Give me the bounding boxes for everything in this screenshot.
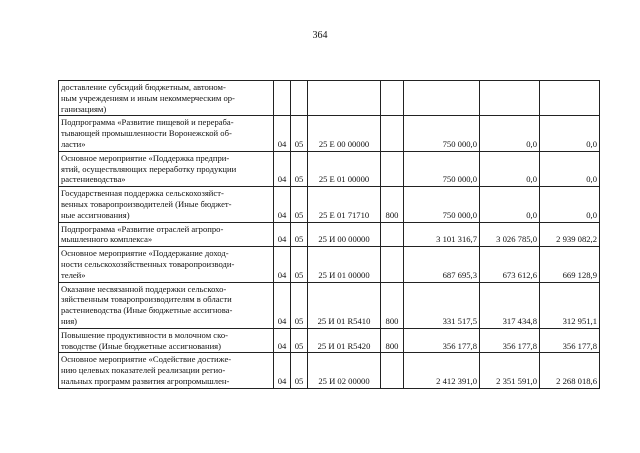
- expense-type-cell: [381, 353, 404, 388]
- subsection-code-cell: [291, 81, 308, 116]
- subsection-code-cell: 05: [291, 151, 308, 186]
- amount-year1-cell: [404, 81, 480, 116]
- table-row: [59, 116, 600, 151]
- table-row: [59, 187, 600, 222]
- section-code-cell: 04: [274, 151, 291, 186]
- subsection-code-cell: 05: [291, 282, 308, 328]
- subsection-code-cell: 05: [291, 353, 308, 388]
- target-article-cell: 25 И 01 R5410: [308, 282, 381, 328]
- amount-year2-cell: 0,0: [480, 187, 540, 222]
- amount-year3-cell: 0,0: [540, 116, 600, 151]
- amount-year1-cell: 356 177,8: [404, 328, 480, 353]
- row-name-cell: Основное мероприятие «Поддержка предпри- ятий, осуществляющих переработку продукции растениеводства»: [59, 151, 274, 186]
- table-row: [59, 353, 600, 388]
- row-name-cell: Основное мероприятие «Содействие достиже- нию целевых показателей реализации регио- нальных программ развития агропромышлен-: [59, 353, 274, 388]
- amount-year2-cell: 356 177,8: [480, 328, 540, 353]
- target-article-cell: 25 Е 01 71710: [308, 187, 381, 222]
- amount-year2-cell: 0,0: [480, 151, 540, 186]
- amount-year3-cell: 0,0: [540, 187, 600, 222]
- target-article-cell: 25 И 01 00000: [308, 247, 381, 282]
- amount-year1-cell: 750 000,0: [404, 151, 480, 186]
- target-article-cell: 25 Е 01 00000: [308, 151, 381, 186]
- amount-year3-cell: 2 268 018,6: [540, 353, 600, 388]
- amount-year1-cell: 3 101 316,7: [404, 222, 480, 247]
- amount-year2-cell: 2 351 591,0: [480, 353, 540, 388]
- target-article-cell: 25 И 00 00000: [308, 222, 381, 247]
- section-code-cell: 04: [274, 187, 291, 222]
- table-row: [59, 81, 600, 116]
- subsection-code-cell: 05: [291, 187, 308, 222]
- target-article-cell: 25 Е 00 00000: [308, 116, 381, 151]
- amount-year3-cell: 312 951,1: [540, 282, 600, 328]
- amount-year3-cell: [540, 81, 600, 116]
- expense-type-cell: [381, 247, 404, 282]
- amount-year3-cell: 2 939 082,2: [540, 222, 600, 247]
- expense-type-cell: 800: [381, 282, 404, 328]
- section-code-cell: 04: [274, 116, 291, 151]
- table-row: [59, 282, 600, 328]
- amount-year1-cell: 331 517,5: [404, 282, 480, 328]
- expense-type-cell: [381, 116, 404, 151]
- amount-year3-cell: 356 177,8: [540, 328, 600, 353]
- amount-year1-cell: 2 412 391,0: [404, 353, 480, 388]
- table-row: [59, 222, 600, 247]
- amount-year2-cell: 0,0: [480, 116, 540, 151]
- section-code-cell: 04: [274, 282, 291, 328]
- expense-type-cell: [381, 222, 404, 247]
- section-code-cell: 04: [274, 328, 291, 353]
- expense-type-cell: [381, 81, 404, 116]
- target-article-cell: 25 И 02 00000: [308, 353, 381, 388]
- subsection-code-cell: 05: [291, 222, 308, 247]
- expense-type-cell: 800: [381, 187, 404, 222]
- amount-year1-cell: 750 000,0: [404, 116, 480, 151]
- row-name-cell: Повышение продуктивности в молочном ско- товодстве (Иные бюджетные ассигнования): [59, 328, 274, 353]
- subsection-code-cell: 05: [291, 247, 308, 282]
- section-code-cell: [274, 81, 291, 116]
- target-article-cell: 25 И 01 R5420: [308, 328, 381, 353]
- row-name-cell: Государственная поддержка сельскохозяйст- венных товаропроизводителей (Иные бюджет- ные ассигнования): [59, 187, 274, 222]
- row-name-cell: Основное мероприятие «Поддержание доход- ности сельскохозяйственных товаропроизводи- телей»: [59, 247, 274, 282]
- expense-type-cell: [381, 151, 404, 186]
- expense-type-cell: 800: [381, 328, 404, 353]
- row-name-cell: Подпрограмма «Развитие пищевой и перераба- тывающей промышленности Воронежской об- ласти»: [59, 116, 274, 151]
- target-article-cell: [308, 81, 381, 116]
- table-row: [59, 247, 600, 282]
- row-name-cell: Подпрограмма «Развитие отраслей агропро- мышленного комплекса»: [59, 222, 274, 247]
- table-row: [59, 328, 600, 353]
- amount-year1-cell: 750 000,0: [404, 187, 480, 222]
- amount-year1-cell: 687 695,3: [404, 247, 480, 282]
- table-row: [59, 151, 600, 186]
- amount-year2-cell: 3 026 785,0: [480, 222, 540, 247]
- row-name-cell: доставление субсидий бюджетным, автоном- ным учреждениям и иным некоммерческим ор- ганизациям): [59, 81, 274, 116]
- row-name-cell: Оказание несвязанной поддержки сельскохо- зяйственным товаропроизводителям в области растениеводства (Иные бюджетные ассигнова- ния): [59, 282, 274, 328]
- section-code-cell: 04: [274, 353, 291, 388]
- amount-year2-cell: 317 434,8: [480, 282, 540, 328]
- page-number: 364: [312, 30, 328, 41]
- budget-table: [58, 80, 600, 389]
- amount-year3-cell: 0,0: [540, 151, 600, 186]
- subsection-code-cell: 05: [291, 328, 308, 353]
- section-code-cell: 04: [274, 222, 291, 247]
- amount-year2-cell: [480, 81, 540, 116]
- subsection-code-cell: 05: [291, 116, 308, 151]
- amount-year2-cell: 673 612,6: [480, 247, 540, 282]
- section-code-cell: 04: [274, 247, 291, 282]
- amount-year3-cell: 669 128,9: [540, 247, 600, 282]
